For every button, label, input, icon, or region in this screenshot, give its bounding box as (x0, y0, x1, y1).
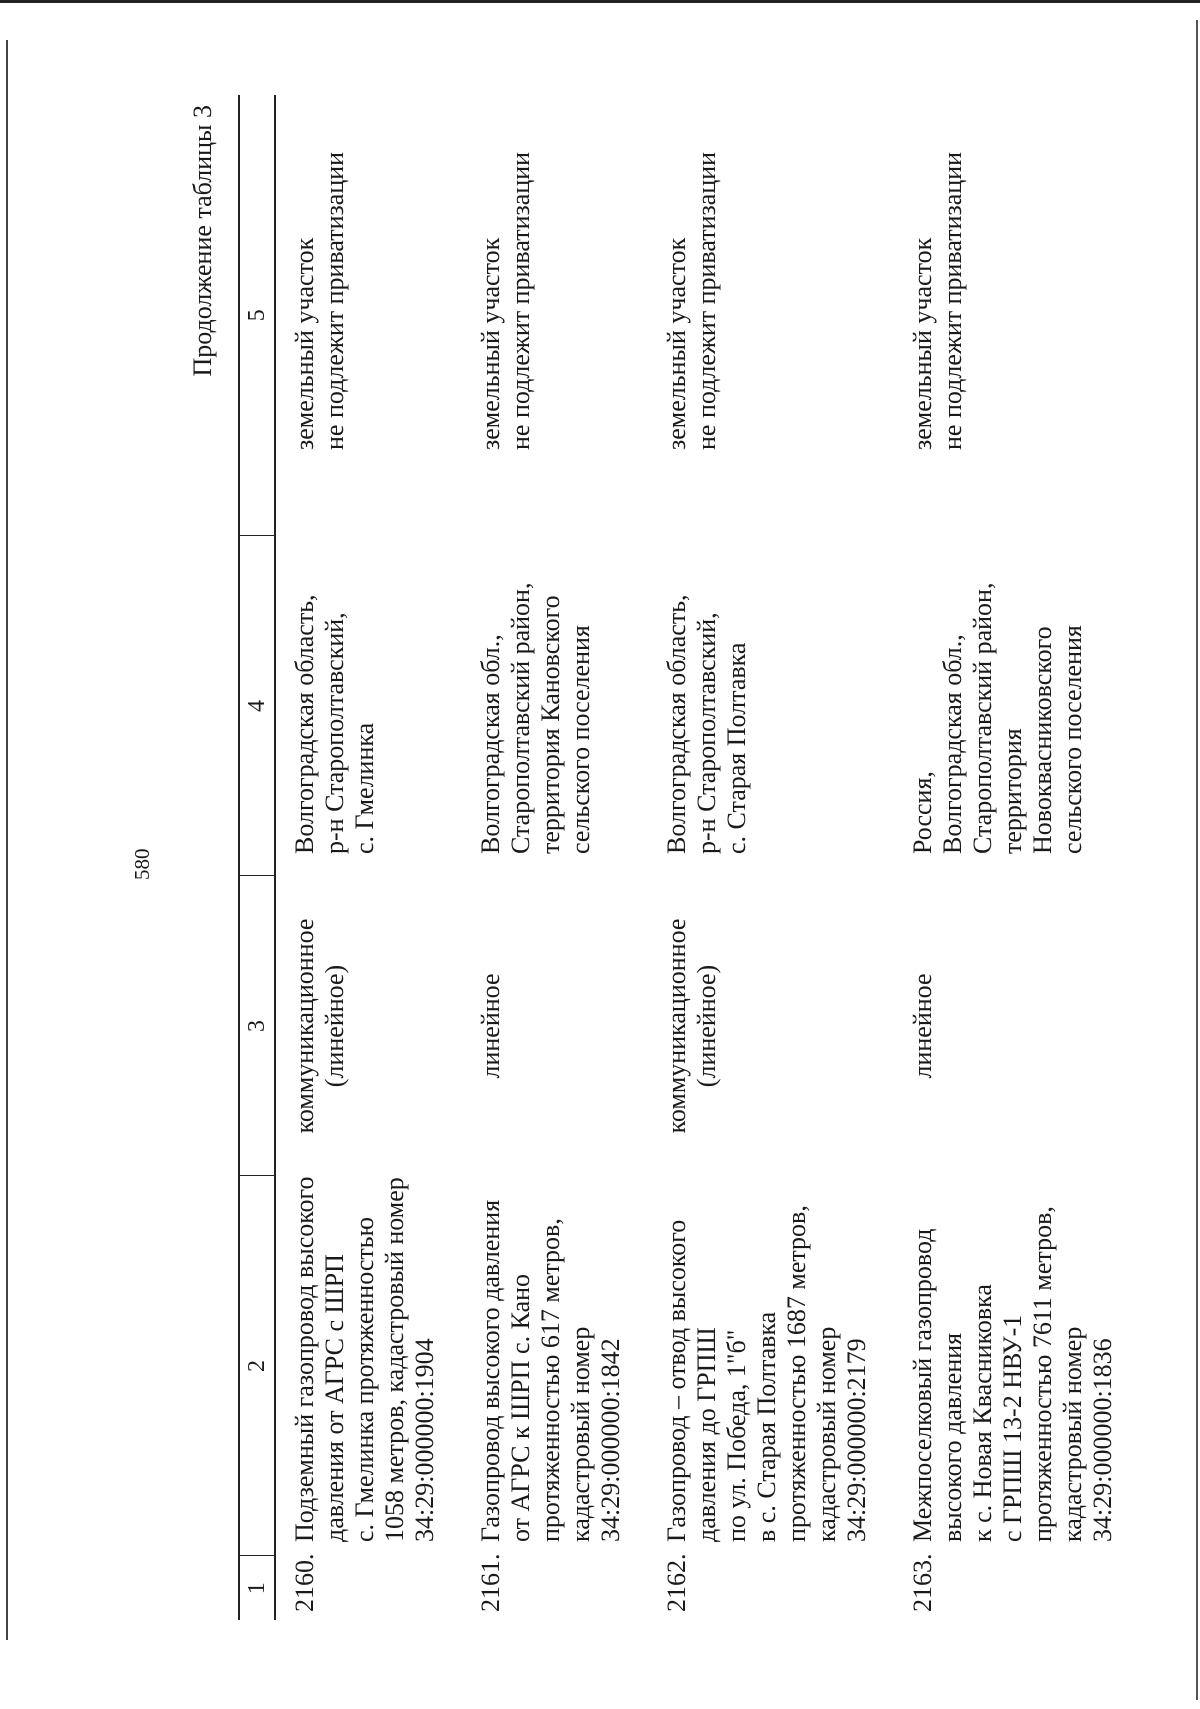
object-name: Подземный газопровод высокого давления от АГРС с ШРП с. Гмелинка протяженностью 1058 метров, кадастровый номер 34:29:000000:1904 (290, 1176, 439, 1542)
object-kind: коммуникационное (линейное) (290, 918, 349, 1134)
object-note: земельный участок не подлежит приватизации (908, 151, 967, 450)
row-number: 2162. (662, 1553, 691, 1612)
object-kind: коммуникационное (линейное) (662, 918, 721, 1134)
row-number: 2163. (908, 1553, 937, 1612)
object-name: Газопровод – отвод высокого давления до ГРПШ по ул. Победа, 1"б" в с. Старая Полтавка протяженностью 1687 метров, кадастровый номер 34:29:000000:2179 (662, 1205, 871, 1542)
table-row (275, 95, 440, 1620)
column-header-5: 5 (239, 95, 275, 536)
scan-edge-left (6, 40, 8, 1640)
object-note: земельный участок не подлежит приватизации (290, 151, 349, 450)
object-note: земельный участок не подлежит приватизации (476, 151, 535, 450)
scan-edge-right (1196, 20, 1198, 1700)
table-row (872, 95, 1118, 1620)
column-header-4: 4 (239, 536, 275, 876)
column-number-row (239, 95, 275, 1620)
page-number: 580 (130, 848, 154, 880)
column-header-3: 3 (239, 876, 275, 1176)
object-name: Межпоселковый газопровод высокого давления к с. Новая Квасниковка с ГРПШ 13-2 НВУ-1 протяженностью 7611 метров, кадастровый номер 34:29:000000:1836 (908, 1206, 1117, 1542)
document-sheet (130, 100, 1150, 1620)
object-name: Газопровод высокого давления от АГРС к ШРП с. Кано протяженностью 617 метров, кадастровый номер 34:29:000000:1842 (476, 1199, 625, 1542)
object-address: Волгоградская область, р-н Старополтавский, с. Старая Полтавка (662, 594, 751, 854)
continuation-label: Продолжение таблицы 3 (188, 105, 217, 377)
column-header-2: 2 (239, 1176, 275, 1556)
object-kind: линейное (476, 973, 505, 1079)
object-address: Россия, Волгоградская обл., Старополтавский район, территория Новоквасниковского сельского поселения (908, 582, 1087, 854)
object-address: Волгоградская обл., Старополтавский район, территория Кановского сельского поселения (476, 582, 595, 854)
object-address: Волгоградская область, р-н Старополтавский, с. Гмелинка (290, 594, 379, 854)
scan-edge-top (0, 0, 1200, 3)
object-note: земельный участок не подлежит приватизации (662, 151, 721, 450)
object-kind: линейное (908, 973, 937, 1079)
column-header-1: 1 (239, 1556, 275, 1620)
row-number: 2161. (476, 1553, 505, 1612)
table-row (440, 95, 626, 1620)
table-row (626, 95, 872, 1620)
register-table (238, 95, 1118, 1620)
row-number: 2160. (290, 1553, 319, 1612)
